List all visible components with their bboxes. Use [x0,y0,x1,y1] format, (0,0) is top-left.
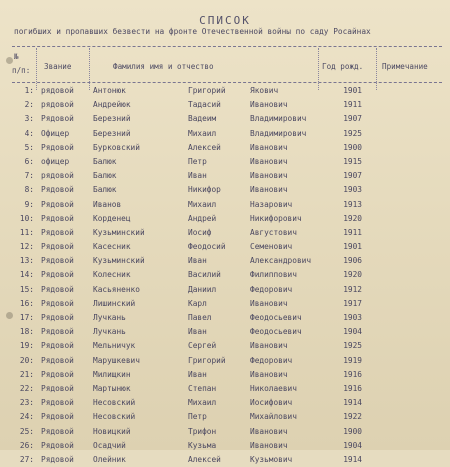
row-birth-year: 1907 [343,171,362,181]
row-birth-year: 1915 [343,156,362,166]
row-number: 15: [19,284,34,294]
row-patronymic: Никифорович [250,213,302,223]
header-number: п/п: [12,66,31,75]
row-first-name: Алексей [188,142,221,152]
row-first-name: Сергей [188,341,217,351]
row-birth-year: 1925 [343,341,362,351]
header-note: Примечание [382,62,428,71]
row-rank: Рядовой [41,185,74,195]
row-first-name: Андрей [188,213,217,223]
row-number: 19: [19,341,34,351]
row-birth-year: 1913 [343,199,362,209]
table-row [0,254,450,268]
row-birth-year: 1911 [343,100,362,110]
row-patronymic: Иванович [250,426,288,436]
row-birth-year: 1920 [343,270,362,280]
row-rank: Рядовой [41,383,74,393]
row-rank: Рядовой [41,284,74,294]
table-row [0,283,450,297]
row-birth-year: 1912 [343,284,362,294]
row-number: 21: [19,369,34,379]
row-first-name: Тадасий [188,100,221,110]
row-rank: Рядовой [41,426,74,436]
row-rank: Рядовой [41,142,74,152]
row-number: 3: [24,114,34,124]
row-patronymic: Семенович [250,242,293,252]
row-patronymic: Николаевич [250,383,297,393]
row-patronymic: Федорович [250,284,293,294]
row-first-name: Михаил [188,398,217,408]
row-surname: Новицкий [93,426,131,436]
row-surname: Корденец [93,213,131,223]
row-birth-year: 1916 [343,369,362,379]
row-patronymic: Иванович [250,369,288,379]
row-number: 14: [19,270,34,280]
row-first-name: Иван [188,369,207,379]
table-row [0,354,450,368]
row-patronymic: Филиппович [250,270,297,280]
row-rank: Рядовой [41,313,74,322]
row-number: 4: [24,128,34,138]
row-surname: Кузьминский [93,227,145,237]
row-surname: Олейник [93,454,126,464]
row-birth-year: 1907 [343,114,362,124]
row-number: 26: [19,440,34,450]
row-birth-year: 1904 [343,440,362,450]
row-surname: Балюк [93,185,117,195]
row-number: 20: [19,355,34,365]
row-surname: Осадчий [93,440,126,450]
row-surname: Мартынюк [93,383,131,393]
row-surname: Несовский [93,398,136,408]
header-number-sign: № [14,52,19,61]
row-patronymic: Феодосьевич [250,327,302,337]
row-surname: Балюк [93,171,117,181]
row-number: 6: [24,156,34,166]
row-patronymic: Александрович [250,256,312,266]
row-birth-year: 1911 [343,227,362,237]
row-number: 24: [19,412,34,422]
row-first-name: Даниил [188,284,217,294]
row-surname: Бурковский [93,142,140,152]
row-first-name: Степан [188,383,217,393]
header-top-rule [12,46,442,47]
row-first-name: Петр [188,156,207,166]
table-row [0,212,450,226]
row-number: 11: [19,227,34,237]
row-rank: Рядовой [41,199,74,209]
row-patronymic: Владимирович [250,128,307,138]
row-first-name: Михаил [188,128,217,138]
row-surname: Колесник [93,270,131,280]
row-birth-year: 1914 [343,398,362,408]
row-patronymic: Якович [250,86,279,95]
row-patronymic: Иванович [250,440,288,450]
row-surname: Лишинский [93,298,136,308]
row-surname: Антонюк [93,86,126,95]
document-title: СПИСОК [199,14,251,27]
row-surname: Касьяненко [93,284,140,294]
row-first-name: Михаил [188,199,217,209]
row-rank: Рядовой [41,398,74,408]
row-surname: Касесник [93,242,131,252]
row-surname: Андрейюк [93,100,131,110]
row-first-name: Вадеим [188,114,217,124]
row-rank: Рядовой [41,327,74,337]
table-row [0,339,450,353]
row-rank: Рядовой [41,355,74,365]
table-row [0,382,450,396]
row-rank: Рядовой [41,242,74,252]
row-rank: Рядовой [41,298,74,308]
row-birth-year: 1901 [343,86,362,95]
row-number: 22: [19,383,34,393]
table-row [0,112,450,126]
row-birth-year: 1903 [343,185,362,195]
row-number: 5: [24,142,34,152]
row-surname: Марушкевич [93,355,140,365]
row-surname: Лучкань [93,313,126,322]
row-rank: Рядовой [41,454,74,464]
table-row [0,268,450,282]
row-first-name: Иван [188,327,207,337]
table-row [0,240,450,254]
table-row [0,311,450,325]
row-rank: Офицер [41,128,70,138]
row-rank: офицер [41,156,70,166]
table-row [0,453,450,467]
table-row [0,368,450,382]
header-full-name: Фамилия имя и отчество [113,62,214,71]
row-patronymic: Иванович [250,185,288,195]
row-surname: Лучкань [93,327,126,337]
table-row [0,297,450,311]
header-bottom-rule [12,82,442,83]
row-birth-year: 1903 [343,313,362,322]
row-surname: Милищкин [93,369,131,379]
row-first-name: Никифор [188,185,221,195]
row-patronymic: Кузьмович [250,454,293,464]
row-rank: Рядовой [41,412,74,422]
row-first-name: Кузьма [188,440,217,450]
row-first-name: Павел [188,313,212,322]
row-number: 9: [24,199,34,209]
row-surname: Мельничук [93,341,136,351]
table-row [0,141,450,155]
row-rank: Рядовой [41,213,74,223]
table-row [0,410,450,424]
row-birth-year: 1920 [343,213,362,223]
row-surname: Кузьминский [93,256,145,266]
row-number: 16: [19,298,34,308]
table-row [0,425,450,439]
row-patronymic: Владимирович [250,114,307,124]
row-birth-year: 1900 [343,426,362,436]
row-patronymic: Федорович [250,355,293,365]
row-patronymic: Иванович [250,100,288,110]
table-row [0,98,450,112]
row-patronymic: Иванович [250,142,288,152]
row-birth-year: 1919 [343,355,362,365]
row-first-name: Трифон [188,426,217,436]
row-patronymic: Михайлович [250,412,297,422]
row-birth-year: 1914 [343,454,362,464]
row-rank: рядовой [41,171,74,181]
row-first-name: Григорий [188,86,226,95]
row-surname: Иванов [93,199,122,209]
row-surname: Березний [93,128,131,138]
row-first-name: Иван [188,256,207,266]
row-number: 7: [24,171,34,181]
row-rank: рядовой [41,100,74,110]
row-rank: Рядовой [41,369,74,379]
row-number: 2: [24,100,34,110]
table-row [0,84,450,98]
binding-hole [6,312,13,319]
table-row [0,325,450,339]
table-row [0,439,450,453]
row-number: 10: [19,213,34,223]
table-row [0,169,450,183]
table-row [0,183,450,197]
row-patronymic: Августович [250,227,297,237]
row-birth-year: 1901 [343,242,362,252]
table-row [0,198,450,212]
row-surname: Балюк [93,156,117,166]
row-number: 23: [19,398,34,408]
row-number: 8: [24,185,34,195]
row-first-name: Феодосий [188,242,226,252]
row-birth-year: 1904 [343,327,362,337]
row-number: 27: [19,454,34,464]
row-patronymic: Иосифович [250,398,293,408]
row-rank: Рядовой [41,114,74,124]
row-rank: Рядовой [41,341,74,351]
row-number: 17: [19,313,34,322]
row-number: 1: [24,86,34,95]
row-number: 25: [19,426,34,436]
binding-hole [6,57,13,64]
row-birth-year: 1922 [343,412,362,422]
header-rank: Звание [44,62,72,71]
row-birth-year: 1906 [343,256,362,266]
row-first-name: Петр [188,412,207,422]
document-subtitle: погибших и пропавших безвести на фронте Отечественной войны по саду Росайнах [14,27,371,36]
row-patronymic: Иванович [250,298,288,308]
row-birth-year: 1925 [343,128,362,138]
row-patronymic: Феодосьевич [250,313,302,322]
row-first-name: Григорий [188,355,226,365]
row-rank: Рядовой [41,227,74,237]
row-birth-year: 1900 [343,142,362,152]
row-patronymic: Иванович [250,171,288,181]
row-rank: Рядовой [41,440,74,450]
row-number: 12: [19,242,34,252]
row-rank: рядовой [41,86,74,95]
table-row [0,396,450,410]
row-birth-year: 1916 [343,383,362,393]
row-number: 18: [19,327,34,337]
row-surname: Березний [93,114,131,124]
row-surname: Несовский [93,412,136,422]
table-row [0,127,450,141]
header-birth-year: Год рожд. [322,62,364,71]
row-birth-year: 1917 [343,298,362,308]
row-first-name: Иосиф [188,227,212,237]
row-first-name: Иван [188,171,207,181]
row-patronymic: Назарович [250,199,293,209]
row-patronymic: Иванович [250,156,288,166]
row-first-name: Карл [188,298,207,308]
table-row [0,226,450,240]
soldier-list [0,84,450,467]
row-first-name: Василий [188,270,221,280]
row-rank: Рядовой [41,270,74,280]
row-first-name: Алексей [188,454,221,464]
row-patronymic: Иванович [250,341,288,351]
row-rank: Рядовой [41,256,74,266]
row-number: 13: [19,256,34,266]
table-row [0,155,450,169]
